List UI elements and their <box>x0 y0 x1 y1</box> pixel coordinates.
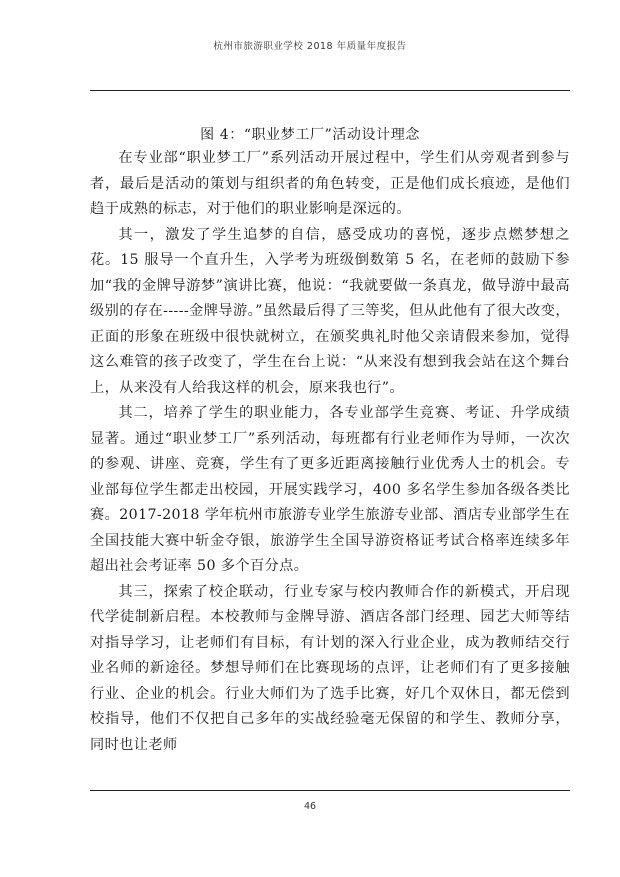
paragraph-4: 其三，探索了校企联动，行业专家与校内教师合作的新模式，开启现代学徒制新启程。本校教师与金牌导游、酒店各部门经理、园艺大师等结对指导学习，让老师们有目标，有计划的深入行业企业，成为教师结交行业名师的新途径。梦想导师们在比赛现场的点评，让老师们有了更多接触行业、企业的机会。行业大师们为了选手比赛，好几个双休日，都无偿到校指导，他们不仅把自己多年的实战经验毫无保留的和学生、教师分享，同时也让老师 <box>90 583 570 753</box>
page-number: 46 <box>303 801 317 812</box>
paragraph-2: 其一，激发了学生追梦的自信，感受成功的喜悦，逐步点燃梦想之花。15 服导一个直升生，入学考为班级倒数第 5 名，在老师的鼓励下参加“我的金牌导游梦”演讲比赛，他说：“我就要做一条真龙，做导游中最高级别的存在-----金牌导游。”虽然最后得了三等奖，但从此他有了很大改变，正面的形象在班级中很快就树立，在颁奖典礼时他父亲请假来参加，觉得这么难管的孩子改变了，学生在台上说：“从来没有想到我会站在这个舞台上，从来没有人给我这样的机会，原来我也行”。 <box>90 226 570 396</box>
footer-divider <box>90 790 570 791</box>
header-divider <box>90 90 570 91</box>
paragraph-3: 其二，培养了学生的职业能力，各专业部学生竞赛、考证、升学成绩显著。通过“职业梦工厂”系列活动，每班都有行业老师作为导师，一次次的参观、讲座、竞赛，学生有了更多近距离接触行业优秀人士的机会。专业部每位学生都走出校园，开展实践学习，400 多名学生参加各级各类比赛。2017-2018 学年杭州市旅游专业学生旅游专业部、酒店专业部学生在全国技能大赛中斩金夺银，旅游学生全国导游资格证考试合格率连续多年超出社会考证率 50 多个百分点。 <box>90 405 570 574</box>
body-text <box>90 146 570 758</box>
figure-caption: 图 4：“职业梦工厂”活动设计理念 <box>200 127 420 143</box>
page-header: 杭州市旅游职业学校 2018 年质量年度报告 <box>213 41 407 52</box>
paragraph-1: 在专业部“职业梦工厂”系列活动开展过程中，学生们从旁观者到参与者，最后是活动的策划与组织者的角色转变，正是他们成长痕迹，是他们趋于成熟的标志，对于他们的职业影响是深远的。 <box>90 150 570 217</box>
